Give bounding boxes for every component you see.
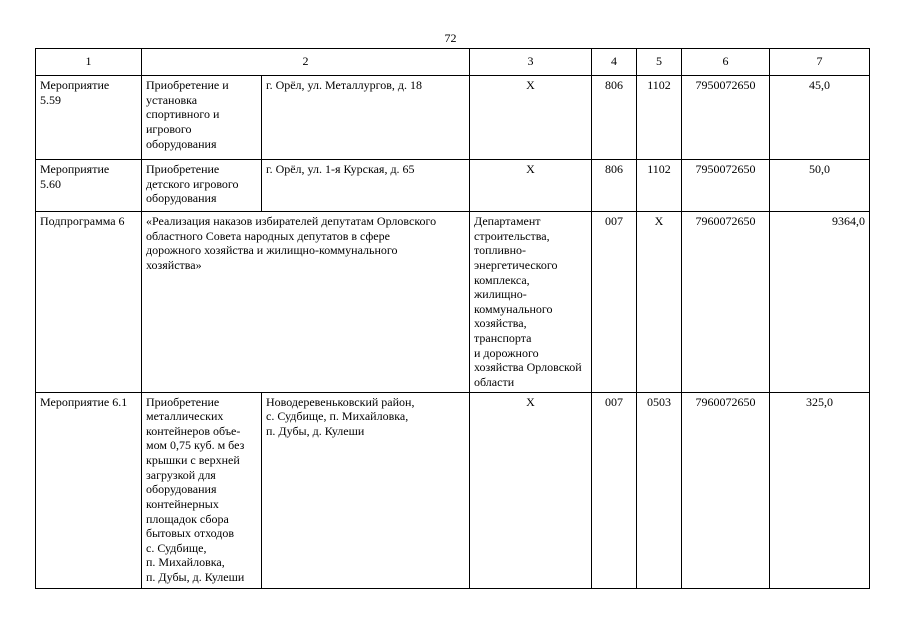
header-col-3: 3 bbox=[470, 49, 592, 76]
row-code5: 1102 bbox=[637, 76, 682, 160]
row-executor: Х bbox=[470, 160, 592, 212]
row-code5: 0503 bbox=[637, 392, 682, 588]
row-code5: Х bbox=[637, 212, 682, 393]
row-code6: 7950072650 bbox=[682, 76, 770, 160]
header-col-2: 2 bbox=[142, 49, 470, 76]
row-executor: Х bbox=[470, 76, 592, 160]
row-id: Мероприятие 5.59 bbox=[36, 76, 142, 160]
row-code6: 7950072650 bbox=[682, 160, 770, 212]
row-code4: 007 bbox=[592, 392, 637, 588]
row-code4: 806 bbox=[592, 76, 637, 160]
row-id: Подпрограмма 6 bbox=[36, 212, 142, 393]
row-address: г. Орёл, ул. 1-я Курская, д. 65 bbox=[262, 160, 470, 212]
header-col-5: 5 bbox=[637, 49, 682, 76]
table-row bbox=[36, 212, 870, 393]
row-address: Новодеревеньковский район, с. Судбище, п. Михайловка, п. Дубы, д. Кулеши bbox=[262, 392, 470, 588]
page-number: 72 bbox=[444, 31, 457, 45]
row-amount: 9364,0 bbox=[770, 212, 870, 393]
table-row bbox=[36, 76, 870, 160]
header-col-6: 6 bbox=[682, 49, 770, 76]
row-amount: 45,0 bbox=[770, 76, 870, 160]
table-row bbox=[36, 160, 870, 212]
header-col-7: 7 bbox=[770, 49, 870, 76]
row-executor: Департамент строительства, топливно- энергетического комплекса, жилищно- коммунального хозяйства, транспорта и дорожного хозяйства Орловской области bbox=[470, 212, 592, 393]
budget-table bbox=[35, 48, 870, 589]
row-name: Приобретение металлических контейнеров объе- мом 0,75 куб. м без крышки с верхней загрузкой для оборудования контейнерных площадок сбора бытовых отходов с. Судбище, п. Михайловка, п. Дубы, д. Кулеши bbox=[142, 392, 262, 588]
row-id: Мероприятие 6.1 bbox=[36, 392, 142, 588]
header-col-1: 1 bbox=[36, 49, 142, 76]
row-name: Приобретение и установка спортивного и игрового оборудования bbox=[142, 76, 262, 160]
row-code4: 806 bbox=[592, 160, 637, 212]
table-row bbox=[36, 392, 870, 588]
row-id: Мероприятие 5.60 bbox=[36, 160, 142, 212]
header-col-4: 4 bbox=[592, 49, 637, 76]
row-name: Приобретение детского игрового оборудования bbox=[142, 160, 262, 212]
row-executor: Х bbox=[470, 392, 592, 588]
subprogram-title: «Реализация наказов избирателей депутатам Орловского областного Совета народных депутатов в сфере дорожного хозяйства и жилищно-коммунального хозяйства» bbox=[142, 212, 470, 393]
header-row bbox=[36, 49, 870, 76]
row-code4: 007 bbox=[592, 212, 637, 393]
row-code5: 1102 bbox=[637, 160, 682, 212]
row-address: г. Орёл, ул. Металлургов, д. 18 bbox=[262, 76, 470, 160]
row-code6: 7960072650 bbox=[682, 392, 770, 588]
row-amount: 325,0 bbox=[770, 392, 870, 588]
row-amount: 50,0 bbox=[770, 160, 870, 212]
row-code6: 7960072650 bbox=[682, 212, 770, 393]
